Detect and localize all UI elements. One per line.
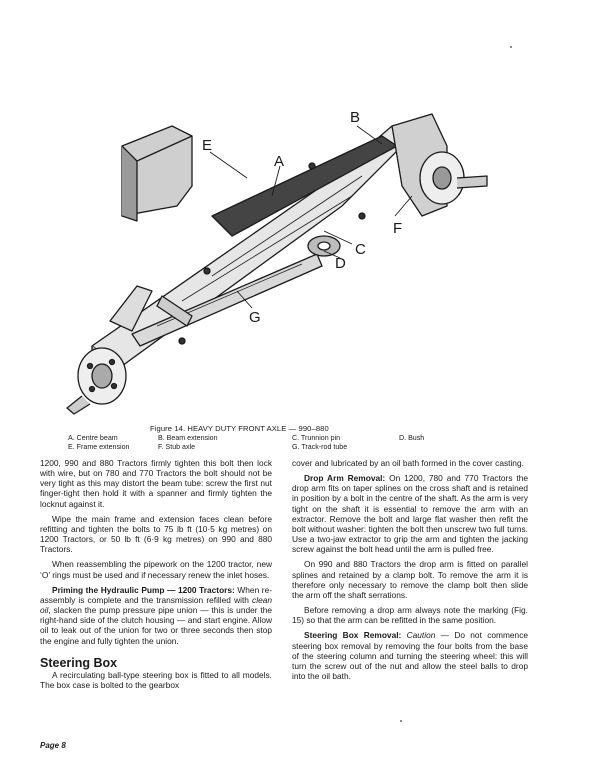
paragraph-priming: Priming the Hydraulic Pump — 1200 Tractors: When re-assembly is complete and the transmission refilled with clean oil, slacken the pump pressure pipe union — this is under the right-hand side of the clutch housing — and start engine. Allow oil to leak out of the union for two or three seconds then stop the engine and fully tighten the union.: [40, 584, 272, 646]
callout-g: G: [249, 309, 261, 326]
speck: [400, 720, 402, 722]
legend-item: C. Trunnion pin: [292, 434, 341, 442]
paragraph: A recirculating ball-type steering box is fitted to all models. The box case is bolted to the gearbox: [40, 669, 272, 690]
legend-item: F. Stub axle: [158, 443, 196, 451]
speck: [510, 46, 512, 48]
callout-c: C: [355, 241, 366, 258]
figure-caption: Figure 14. HEAVY DUTY FRONT AXLE — 990–880: [150, 424, 329, 433]
right-column: [292, 458, 528, 686]
subheading-priming: Priming the Hydraulic Pump — 1200 Tractors:: [52, 584, 235, 595]
front-axle-illustration: [62, 86, 532, 416]
callout-f: F: [393, 220, 403, 237]
paragraph-steering-removal: Steering Box Removal: Caution — Do not commence steering box removal by removing the four bolts from the base of the steering column and turning the steering wheel: this will turn the screw out of the nut and allow the steel balls to drop into the oil bath.: [292, 630, 528, 681]
left-column: [40, 458, 272, 695]
paragraph: When reassembling the pipework on the 1200 tractor, new ‘O’ rings must be used and if necessary renew the inlet hoses.: [40, 559, 272, 580]
paragraph: cover and lubricated by an oil bath formed in the cover casting.: [292, 458, 524, 468]
callout-a: A: [274, 153, 285, 170]
callout-e: E: [202, 137, 213, 154]
paragraph: 1200, 990 and 880 Tractors firmly tighten this bolt then lock with wire, but on 780 and 770 Tractors the bolt should not be very tight as this may distort the beam tube: screw the first nut finger-tight then hold it with a spanner and firmly tighten the locknut against it.: [40, 458, 272, 509]
section-heading-steering-box: Steering Box: [40, 655, 118, 670]
legend-item: B. Beam extension: [158, 434, 218, 442]
legend-item: G. Track-rod tube: [292, 443, 348, 451]
paragraph-drop-arm: Drop Arm Removal: On 1200, 780 and 770 Tractors the drop arm fits on taper splines on the cross shaft and is retained in position by a bolt in the centre of the shaft. As the arm is very tight on the shaft it is essential to remove the arm with an extractor. Remove the bolt and large flat washer then refit the bolt without washer: tighten the bolt then unscrew two full turns. Use a two-jaw extractor to grip the arm and tighten the jacking screw against the bolt head until the arm is pulled free.: [292, 473, 528, 555]
subheading-steering-removal: Steering Box Removal:: [304, 630, 402, 641]
legend-item: D. Bush: [399, 434, 425, 442]
legend-item: A. Centre beam: [68, 434, 118, 442]
paragraph: On 990 and 880 Tractors the drop arm is fitted on parallel splines and retained by a clamp bolt. To remove the arm it is therefore only necessary to remove the clamp bolt then slide the arm off the shaft serrations.: [292, 559, 528, 600]
callout-d: D: [335, 255, 346, 272]
subheading-drop-arm: Drop Arm Removal:: [304, 473, 386, 484]
page-number: Page 8: [40, 741, 66, 750]
callout-b: B: [350, 109, 361, 126]
paragraph: Wipe the main frame and extension faces clean before refitting and tighten the bolts to 75 lb ft (10·5 kg metres) on 1200 Tractors, or 50 lb ft (6·9 kg metres) on 990 and 880 Tractors.: [40, 513, 272, 555]
paragraph: Before removing a drop arm always note the marking (Fig. 15) so that the arm can be refitted in the same position.: [292, 605, 528, 626]
legend-item: E. Frame extension: [68, 443, 130, 451]
